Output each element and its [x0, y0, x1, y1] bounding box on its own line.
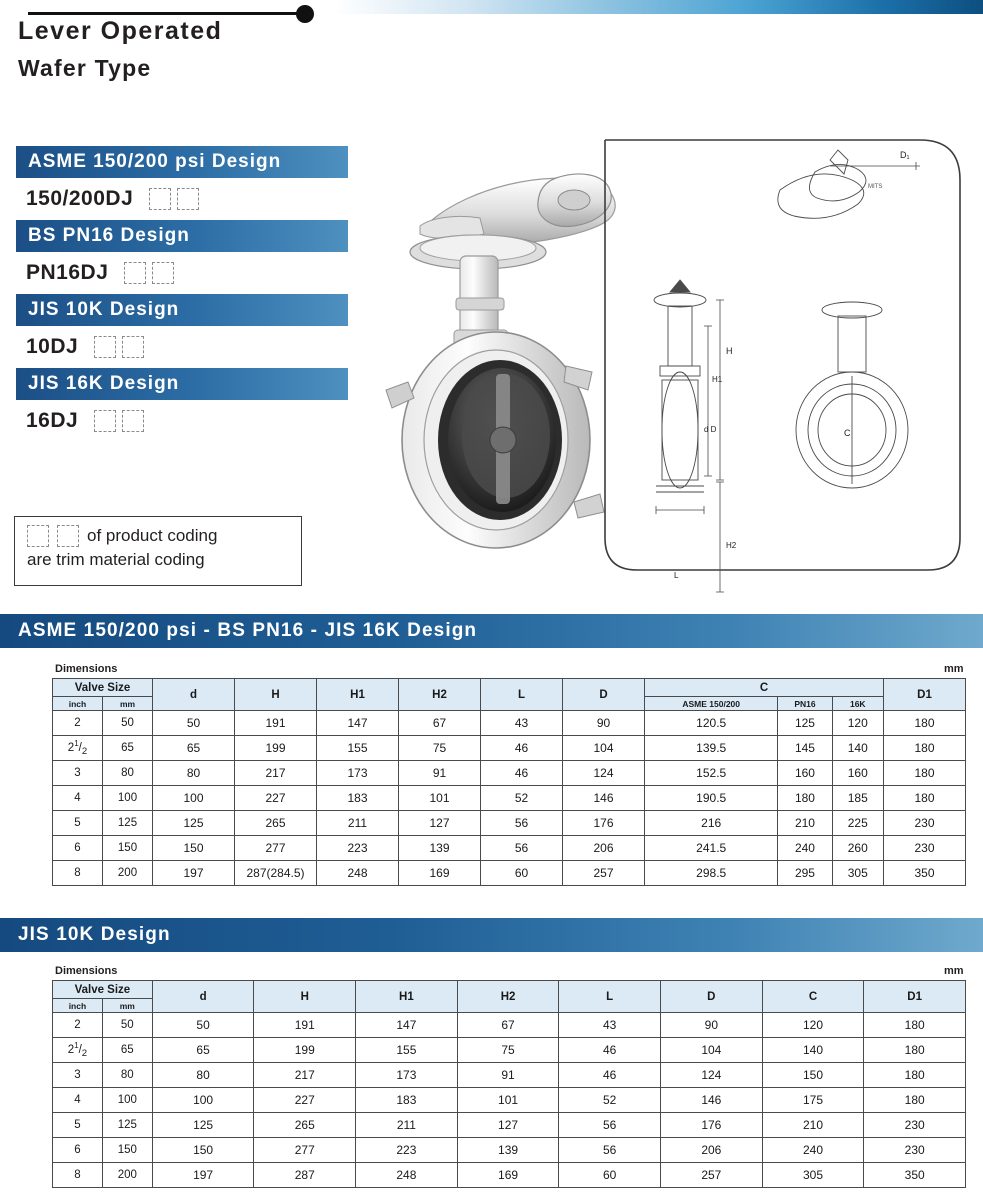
cell-H: 217 [254, 1063, 356, 1088]
trim-code-boxes-jis16k [94, 410, 144, 432]
th-D1: D1 [864, 981, 966, 1013]
cell-H2: 169 [399, 861, 481, 886]
cell-d: 80 [152, 1063, 254, 1088]
cell-size-mm: 100 [103, 786, 153, 811]
cell-C-16k: 225 [832, 811, 883, 836]
technical-drawing-panel [605, 140, 960, 570]
table-row [53, 1088, 966, 1113]
cell-D: 104 [563, 736, 645, 761]
unit-label-2: mm [944, 965, 964, 977]
product-illustration-area [360, 130, 980, 600]
cell-d: 150 [153, 836, 235, 861]
design-bar-jis16k [16, 368, 348, 400]
cell-H: 287 [254, 1163, 356, 1188]
unit-label-1: mm [944, 663, 964, 675]
cell-size-inch: 8 [53, 861, 103, 886]
page-title-line2: Wafer Type [18, 55, 152, 81]
cell-C: 140 [762, 1038, 864, 1063]
dimensions-table-jis10k [52, 980, 966, 1188]
dimension-label-L: L [674, 571, 679, 580]
cell-size-mm: 50 [102, 1013, 152, 1038]
cell-C-asme: 216 [645, 811, 778, 836]
cell-C-pn16: 145 [778, 736, 832, 761]
cell-L: 52 [559, 1088, 661, 1113]
cell-H1: 173 [356, 1063, 458, 1088]
th-H1: H1 [317, 679, 399, 711]
cell-D1: 350 [884, 861, 966, 886]
th-C-pn16: PN16 [778, 697, 832, 711]
dimensions-label-2: Dimensions [55, 965, 118, 977]
th-C-16k: 16K [832, 697, 883, 711]
th-C-asme: ASME 150/200 [645, 697, 778, 711]
cell-H2: 139 [457, 1138, 559, 1163]
title-leader-line [28, 12, 298, 15]
dimension-label-dD: d D [704, 425, 717, 434]
cell-D1: 180 [884, 761, 966, 786]
cell-H: 287(284.5) [235, 861, 317, 886]
design-code-jis16k: 16DJ [26, 409, 79, 432]
cell-size-mm: 200 [103, 861, 153, 886]
title-leader-dot-icon [296, 5, 314, 23]
cell-size-inch: $2^1/_2$ [53, 736, 103, 761]
cell-H1: 173 [317, 761, 399, 786]
cell-H: 227 [254, 1088, 356, 1113]
table-row [53, 861, 966, 886]
trim-code-boxes-asme [149, 188, 199, 210]
table-row [53, 836, 966, 861]
cell-C-asme: 298.5 [645, 861, 778, 886]
cell-H1: 147 [356, 1013, 458, 1038]
table-header-row-top [53, 679, 966, 697]
cell-C-asme: 190.5 [645, 786, 778, 811]
cell-d: 197 [152, 1163, 254, 1188]
trim-code-box [149, 188, 171, 210]
cell-D: 124 [661, 1063, 763, 1088]
cell-size-mm: 200 [102, 1163, 152, 1188]
trim-coding-note-line1: of product coding [87, 526, 218, 545]
th-C: C [762, 981, 864, 1013]
design-code-row-jis10k [16, 326, 356, 368]
cell-d: 100 [153, 786, 235, 811]
cell-size-mm: 150 [102, 1138, 152, 1163]
cell-H1: 183 [356, 1088, 458, 1113]
cell-D: 124 [563, 761, 645, 786]
cell-H2: 139 [399, 836, 481, 861]
cell-H1: 211 [356, 1113, 458, 1138]
cell-H: 191 [235, 711, 317, 736]
cell-L: 43 [481, 711, 563, 736]
design-code-row-asme [16, 178, 356, 220]
trim-code-box [177, 188, 199, 210]
th-D: D [661, 981, 763, 1013]
design-code-row-pn16 [16, 252, 356, 294]
cell-C-pn16: 160 [778, 761, 832, 786]
cell-C-asme: 152.5 [645, 761, 778, 786]
design-code-asme: 150/200DJ [26, 187, 134, 210]
cell-H: 277 [254, 1138, 356, 1163]
cell-C-pn16: 125 [778, 711, 832, 736]
cell-C-asme: 120.5 [645, 711, 778, 736]
cell-D1: 180 [884, 786, 966, 811]
cell-D: 257 [661, 1163, 763, 1188]
design-bar-pn16-label: BS PN16 Design [28, 225, 190, 246]
cell-H2: 75 [399, 736, 481, 761]
th-H2: H2 [399, 679, 481, 711]
th-mm: mm [103, 697, 153, 711]
cell-size-inch: 3 [53, 1063, 103, 1088]
cell-L: 43 [559, 1013, 661, 1038]
cell-H: 199 [235, 736, 317, 761]
technical-drawing-front [654, 280, 706, 492]
cell-H1: 155 [317, 736, 399, 761]
cell-L: 60 [559, 1163, 661, 1188]
cell-H: 217 [235, 761, 317, 786]
cell-D: 146 [563, 786, 645, 811]
cell-D: 206 [661, 1138, 763, 1163]
cell-H1: 223 [317, 836, 399, 861]
cell-H1: 248 [317, 861, 399, 886]
dimension-label-D1: D₁ [900, 150, 910, 160]
trim-code-box [124, 262, 146, 284]
cell-C: 240 [762, 1138, 864, 1163]
cell-size-mm: 65 [103, 736, 153, 761]
cell-d: 50 [152, 1013, 254, 1038]
dimension-label-H: H [726, 346, 733, 356]
cell-size-mm: 125 [102, 1113, 152, 1138]
cell-H2: 101 [457, 1088, 559, 1113]
cell-D: 206 [563, 836, 645, 861]
table-row [53, 1013, 966, 1038]
cell-L: 60 [481, 861, 563, 886]
cell-H1: 248 [356, 1163, 458, 1188]
table-row [53, 1063, 966, 1088]
dimension-lines [656, 162, 920, 592]
cell-size-mm: 80 [103, 761, 153, 786]
cell-d: 100 [152, 1088, 254, 1113]
cell-L: 56 [481, 811, 563, 836]
cell-d: 197 [153, 861, 235, 886]
cell-L: 46 [559, 1063, 661, 1088]
cell-size-mm: 65 [102, 1038, 152, 1063]
cell-size-inch: 4 [53, 1088, 103, 1113]
cell-D1: 230 [884, 811, 966, 836]
design-code-row-jis16k [16, 400, 356, 442]
cell-size-inch: 5 [53, 811, 103, 836]
cell-H1: 211 [317, 811, 399, 836]
trim-coding-note [14, 516, 302, 586]
cell-D: 90 [563, 711, 645, 736]
cell-size-inch: 2 [53, 1013, 103, 1038]
cell-L: 56 [559, 1113, 661, 1138]
cell-L: 46 [481, 736, 563, 761]
design-code-pn16: PN16DJ [26, 261, 109, 284]
cell-C-asme: 241.5 [645, 836, 778, 861]
design-bar-asme-label: ASME 150/200 psi Design [28, 151, 282, 172]
cell-size-inch: 4 [53, 786, 103, 811]
cell-size-inch: 2 [53, 711, 103, 736]
cell-D1: 180 [864, 1038, 966, 1063]
cell-L: 46 [481, 761, 563, 786]
cell-size-mm: 100 [102, 1088, 152, 1113]
section-header-asme-pn16-16k [0, 614, 983, 648]
cell-size-mm: 50 [103, 711, 153, 736]
design-bar-jis10k-label: JIS 10K Design [28, 299, 180, 320]
cell-C-pn16: 295 [778, 861, 832, 886]
design-bar-jis10k [16, 294, 348, 326]
th-D: D [563, 679, 645, 711]
table-row [53, 1038, 966, 1063]
table-row [53, 761, 966, 786]
cell-H2: 101 [399, 786, 481, 811]
th-d: d [152, 981, 254, 1013]
design-bar-asme [16, 146, 348, 178]
cell-D1: 180 [864, 1088, 966, 1113]
dimension-label-C: C [844, 428, 851, 438]
cell-C: 175 [762, 1088, 864, 1113]
cell-H2: 169 [457, 1163, 559, 1188]
trim-code-boxes-jis10k [94, 336, 144, 358]
cell-D: 104 [661, 1038, 763, 1063]
cell-D1: 180 [864, 1063, 966, 1088]
trim-coding-note-line1-row [27, 525, 291, 547]
cell-D1: 350 [864, 1163, 966, 1188]
cell-size-inch: 6 [53, 1138, 103, 1163]
table-row [53, 786, 966, 811]
th-H: H [254, 981, 356, 1013]
trim-code-box [94, 410, 116, 432]
cell-size-inch: 5 [53, 1113, 103, 1138]
cell-D: 176 [661, 1113, 763, 1138]
cell-L: 46 [559, 1038, 661, 1063]
cell-d: 50 [153, 711, 235, 736]
trim-code-box [122, 336, 144, 358]
cell-D1: 230 [864, 1138, 966, 1163]
cell-size-inch: 8 [53, 1163, 103, 1188]
th-H2: H2 [457, 981, 559, 1013]
cell-C: 305 [762, 1163, 864, 1188]
design-bar-jis16k-label: JIS 16K Design [28, 373, 180, 394]
trim-coding-note-line2: are trim material coding [27, 550, 205, 569]
table-header-row-top [53, 981, 966, 999]
cell-H1: 223 [356, 1138, 458, 1163]
cell-C-asme: 139.5 [645, 736, 778, 761]
th-D1: D1 [884, 679, 966, 711]
cell-D1: 180 [884, 736, 966, 761]
cell-D: 257 [563, 861, 645, 886]
cell-d: 125 [153, 811, 235, 836]
technical-drawing-side [778, 150, 908, 488]
th-d: d [153, 679, 235, 711]
trim-code-box [94, 336, 116, 358]
table-row [53, 1113, 966, 1138]
cell-C-pn16: 240 [778, 836, 832, 861]
cell-H: 265 [235, 811, 317, 836]
trim-code-box [27, 525, 49, 547]
cell-d: 65 [152, 1038, 254, 1063]
cell-C: 150 [762, 1063, 864, 1088]
cell-d: 125 [152, 1113, 254, 1138]
table-row [53, 811, 966, 836]
design-list [16, 146, 356, 442]
cell-size-inch: 6 [53, 836, 103, 861]
cell-size-mm: 80 [102, 1063, 152, 1088]
cell-C-16k: 120 [832, 711, 883, 736]
trim-code-box [57, 525, 79, 547]
cell-d: 150 [152, 1138, 254, 1163]
cell-H1: 147 [317, 711, 399, 736]
cell-C: 120 [762, 1013, 864, 1038]
valve-photo [386, 174, 615, 548]
cell-C-16k: 260 [832, 836, 883, 861]
table-row [53, 711, 966, 736]
cell-H2: 67 [399, 711, 481, 736]
section-header-jis10k-label: JIS 10K Design [18, 924, 171, 945]
cell-H: 191 [254, 1013, 356, 1038]
cell-H2: 75 [457, 1038, 559, 1063]
cell-D1: 230 [884, 836, 966, 861]
cell-L: 52 [481, 786, 563, 811]
cell-D: 90 [661, 1013, 763, 1038]
cell-H: 199 [254, 1038, 356, 1063]
cell-D: 146 [661, 1088, 763, 1113]
section-header-jis10k [0, 918, 983, 952]
cell-H1: 183 [317, 786, 399, 811]
cell-H: 277 [235, 836, 317, 861]
trim-code-boxes-pn16 [124, 262, 174, 284]
page-title-line1: Lever Operated [18, 17, 223, 45]
cell-L: 56 [481, 836, 563, 861]
cell-C: 210 [762, 1113, 864, 1138]
table-row [53, 1163, 966, 1188]
section-header-asme-pn16-16k-label: ASME 150/200 psi - BS PN16 - JIS 16K Design [18, 620, 478, 641]
th-L: L [559, 981, 661, 1013]
th-mm: mm [102, 999, 152, 1013]
cell-size-mm: 150 [103, 836, 153, 861]
cell-size-inch: 3 [53, 761, 103, 786]
th-inch: inch [53, 697, 103, 711]
cell-C-16k: 160 [832, 761, 883, 786]
th-H1: H1 [356, 981, 458, 1013]
cell-size-inch: $2^1/_2$ [53, 1038, 103, 1063]
th-H: H [235, 679, 317, 711]
trim-code-box [122, 410, 144, 432]
table-row [53, 1138, 966, 1163]
cell-H: 265 [254, 1113, 356, 1138]
th-valve-size: Valve Size [53, 981, 153, 999]
cell-H2: 91 [399, 761, 481, 786]
th-C: C [645, 679, 884, 697]
cell-C-pn16: 210 [778, 811, 832, 836]
cell-D1: 230 [864, 1113, 966, 1138]
th-inch: inch [53, 999, 103, 1013]
cell-L: 56 [559, 1138, 661, 1163]
cell-H: 227 [235, 786, 317, 811]
dimension-label-H2: H2 [726, 541, 737, 550]
cell-d: 80 [153, 761, 235, 786]
cell-C-pn16: 180 [778, 786, 832, 811]
cell-D1: 180 [864, 1013, 966, 1038]
cell-size-mm: 125 [103, 811, 153, 836]
th-valve-size: Valve Size [53, 679, 153, 697]
dimensions-table-asme-pn16-16k [52, 678, 966, 886]
cell-C-16k: 140 [832, 736, 883, 761]
design-bar-pn16 [16, 220, 348, 252]
cell-H1: 155 [356, 1038, 458, 1063]
cell-d: 65 [153, 736, 235, 761]
dimensions-label-1: Dimensions [55, 663, 118, 675]
trim-code-box [152, 262, 174, 284]
th-L: L [481, 679, 563, 711]
design-code-jis10k: 10DJ [26, 335, 79, 358]
brand-mark-label: MITS [868, 184, 883, 190]
table-row [53, 736, 966, 761]
cell-H2: 127 [399, 811, 481, 836]
cell-C-16k: 185 [832, 786, 883, 811]
cell-D: 176 [563, 811, 645, 836]
dimension-label-H1: H1 [712, 375, 723, 384]
cell-H2: 127 [457, 1113, 559, 1138]
cell-C-16k: 305 [832, 861, 883, 886]
cell-H2: 67 [457, 1013, 559, 1038]
cell-D1: 180 [884, 711, 966, 736]
cell-H2: 91 [457, 1063, 559, 1088]
butterfly-valve-illustration [360, 130, 980, 600]
